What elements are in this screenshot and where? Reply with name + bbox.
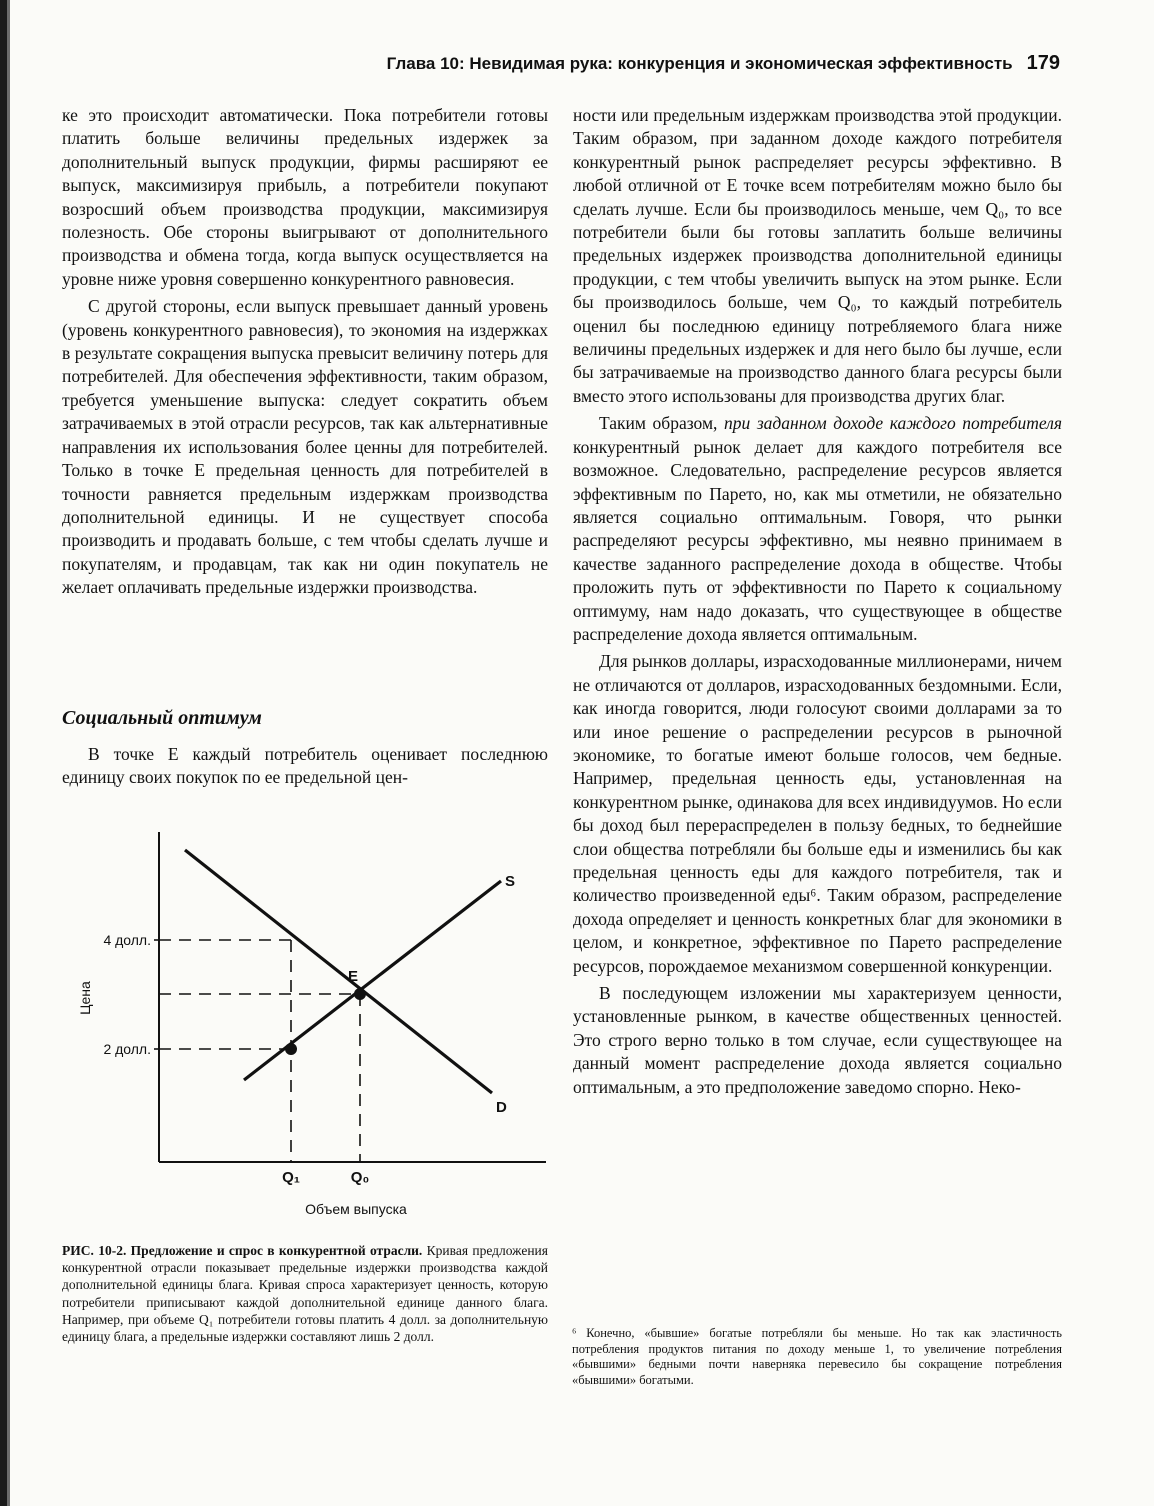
right-paragraph-2-emphasis: при заданном доходе каждого потребителя	[724, 413, 1063, 434]
right-paragraph-2-rest: конкурентный рынок делает для каждого потребителя все возможное. Следовательно, распределение ресурсов является эффективным по Парето, но, как мы отметили, не обязательно является социально оптимальным. Говоря, что рынки распределяют ресурсы эффективно, мы неявно принимаем в качестве заданного распределение дохода в обществе. Чтобы проложить путь от эффективности по Парето к социальному оптимуму, нам надо доказать, что существующее в обществе распределение дохода является оптимальным.	[573, 436, 1062, 644]
supply-curve	[244, 881, 501, 1080]
equilibrium-label: E	[348, 968, 359, 985]
price-4-label: 4 долл.	[103, 932, 151, 948]
x-axis-label: Объем выпуска	[305, 1201, 407, 1217]
y-axis-label: Цена	[77, 981, 93, 1015]
section-body	[62, 743, 548, 790]
left-paragraph-2: С другой стороны, если выпуск превышает данный уровень (уровень конкурентного равновесия), то экономия на издержках в результате сокращения выпуска превысит величину потерь для потребителей. Для обеспечения эффективности, таким образом, требуется уменьшение выпуска: следует сократить объем затрачиваемых в этой отрасли ресурсов, так как альтернативные направления их использования более ценны для потребителей. Только в точке E предельная ценность для потребителей в точности равняется предельным издержкам производства дополнительной единицы. И не существует способа производить и продавать больше, с тем чтобы сделать лучше и покупателям, и продавцам, так как ни один покупатель не желает оплачивать предельные издержки производства.	[62, 296, 548, 598]
right-paragraph-2-start: Таким образом,	[599, 413, 718, 434]
right-paragraph-2	[573, 412, 1062, 646]
running-head	[330, 52, 1060, 80]
equilibrium-point	[354, 988, 366, 1000]
footnote: ⁶ Конечно, «бывшие» богатые потребляли бы меньше. Но так как эластичность потребления продуктов питания по доходу меньше 1, то увеличение потребления «бывшими» бедными почти наверняка перевесило бы сокращение потребления «бывшими» богатыми.	[572, 1326, 1062, 1387]
running-head-title: Глава 10: Невидимая рука: конкуренция и экономическая эффективность	[386, 54, 1013, 73]
caption-title: РИС. 10-2. Предложение и спрос в конкурентной отрасли.	[62, 1243, 423, 1258]
q1-supply-point	[285, 1043, 297, 1055]
scan-edge	[0, 0, 7, 1506]
right-paragraph-1: ности или предельным издержкам производства этой продукции. Таким образом, при заданном доходе каждого потребителя конкурентный рынок распределяет ресурсы эффективно. В любой отличной от E точке всем потребителям можно было бы сделать лучше. Если бы производилось меньше, чем Q₀, то все потребители были бы готовы заплатить больше величины предельных издержек производства дополнительной единицы продукции, с тем чтобы увеличить выпуск на этом рынке. Если бы производилось больше, чем Q₀, то каждый потребитель оценил бы последнюю единицу потребляемого блага ниже величины предельных издержек и для него было бы лучше, если бы затрачиваемые на производство данного блага ресурсы были вместо этого использованы для производства других благ.	[573, 105, 1062, 406]
left-paragraph-1: ке это происходит автоматически. Пока потребители готовы платить больше величины предельных издержек за дополнительный выпуск продукции, фирмы расширяют ее выпуск, максимизируя прибыль, а потребители покупают возросший объем производства продукции, максимизируя полезность. Обе стороны выигрывают от дополнительного производства и обмена тогда, когда выпуск осуществляется на уровне ниже уровня совершенно конкурентного равновесия.	[62, 105, 548, 289]
right-paragraph-3: Для рынков доллары, израсходованные миллионерами, ничем не отличаются от долларов, израсходованных бездомными. Если, как иногда говорится, люди голосуют своими долларами за то или иное решение о распределении ресурсов в рыночной экономике, то богатые имеют больше голосов, чем бедные. Например, предельная ценность еды, установленная на конкурентном рынке, одинакова для всех индивидуумов. Но если бы доход был перераспределен в пользу бедных, то беднейшие слои общества потребляли бы больше еды и изменились бы как предельная ценность еды для каждого потребителя, так и количество произведенной еды⁶. Таким образом, распределение дохода определяет и ценность конкретных благ для экономики в целом, и конкретное, эффективное по Парето распределение ресурсов, порождаемое механизмом совершенной конкуренции.	[573, 651, 1062, 976]
supply-demand-figure	[60, 828, 550, 1228]
supply-label: S	[505, 873, 516, 890]
caption-body: Кривая предложения конкурентной отрасли показывает предельные издержки производства каждой дополнительной единицы блага. Кривая спроса характеризует ценность, которую потребители приписывают каждой дополнительной единице данного блага. Например, при объеме Q₁ потребители готовы платить 4 долл. за дополнительную единицу блага, а предельные издержки составляют лишь 2 долл.	[62, 1243, 548, 1345]
q0-label: Q₀	[350, 1169, 370, 1186]
q1-label: Q₁	[282, 1169, 300, 1186]
scan-edge-shadow	[7, 0, 10, 1506]
price-2-label: 2 долл.	[103, 1041, 151, 1057]
page-number: 179	[1026, 52, 1060, 74]
right-column	[573, 104, 1062, 1099]
supply-demand-diagram	[60, 828, 550, 1228]
section-paragraph-1: В точке E каждый потребитель оценивает последнюю единицу своих покупок по ее предельной цен-	[62, 744, 548, 788]
right-paragraph-4: В последующем изложении мы характеризуем ценности, установленные рынком, в качестве общественных ценностей. Это строго верно только в том случае, если существующее на данный момент распределение дохода является социально оптимальным, а это предположение заведомо спорно. Неко-	[573, 983, 1062, 1097]
demand-curve	[185, 850, 492, 1093]
section-heading: Социальный оптимум	[62, 707, 262, 729]
demand-label: D	[496, 1099, 507, 1116]
left-column	[62, 104, 548, 600]
figure-caption	[62, 1242, 548, 1345]
